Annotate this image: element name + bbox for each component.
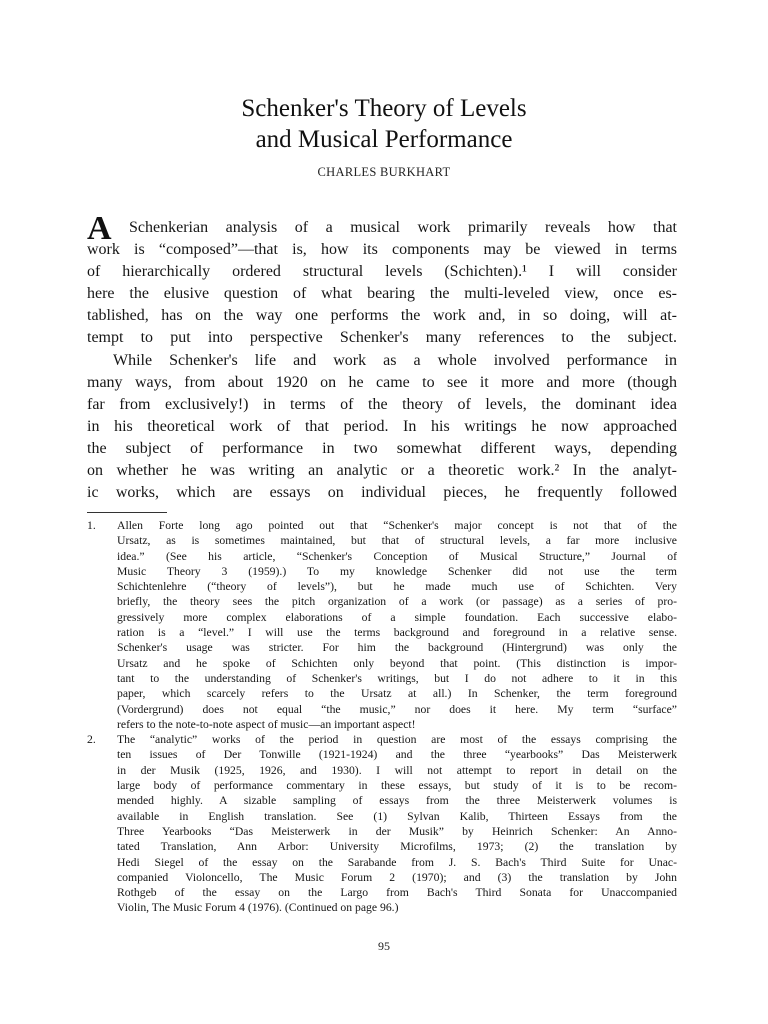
footnote-line: Ursatz, as is sometimes maintained, but that of structural levels, a far more inclusive xyxy=(117,534,677,548)
footnote-line: mended highly. A sizable sampling of essays from the three Meisterwerk volumes is xyxy=(117,794,677,808)
body-line-12: on whether he was writing an analytic or a theoretic work.² In the analyt- xyxy=(87,462,677,480)
footnote-1 xyxy=(87,518,677,732)
footnote-line: in der Musik (1925, 1926, and 1930). I will not attempt to report in detail on the xyxy=(117,763,677,777)
footnote-line: idea.” (See his article, “Schenker's Conception of Musical Structure,” Journal of xyxy=(117,549,677,563)
body-line-3: of hierarchically ordered structural levels (Schichten).¹ I will consider xyxy=(87,263,677,281)
footnote-line: gressively more complex elaborations of a simple foundation. Each successive elabo- xyxy=(117,610,677,624)
footnote-line: (Vordergrund) does not equal “the music,” nor does it here. My term “surface” xyxy=(117,702,677,716)
footnote-line: ration is a “level.” I will use the terms background and foreground in a relative sense. xyxy=(117,626,677,640)
article-title xyxy=(0,93,768,155)
body-line-13: ic works, which are essays on individual pieces, he frequently followed xyxy=(87,484,677,502)
body-line-1: A Schenkerian analysis of a musical work primarily reveals how that xyxy=(87,217,677,239)
body-line-9: far from exclusively!) in terms of the theory of levels, the dominant idea xyxy=(87,395,677,413)
footnote-line: Schichtenlehre (“theory of levels”), but he made much use of Schichten. Very xyxy=(117,580,677,594)
footnote-line: available in English translation. See (1) Sylvan Kalib, Thirteen Essays from the xyxy=(117,809,677,823)
footnote-line: large body of performance commentary in these essays, but study of it is to be recom- xyxy=(117,779,677,793)
footnote-line: tated Translation, Ann Arbor: University Microfilms, 1973; (2) the translation by xyxy=(117,840,677,854)
footnote-line: Violin, The Music Forum 4 (1976). (Continued on page 96.) xyxy=(117,901,399,915)
footnote-line: Schenker's usage was stricter. For him the background (Hintergrund) was only the xyxy=(117,641,677,655)
title-line-2: and Musical Performance xyxy=(255,126,513,153)
drop-cap: A xyxy=(87,217,112,240)
footnote-line: paper, which scarcely refers to the Ursatz at all.) In Schenker, the term foreground xyxy=(117,687,677,701)
footnote-line: Rothgeb of the essay on the Largo from Bach's Third Sonata for Unaccompanied xyxy=(117,886,677,900)
footnote-line: The “analytic” works of the period in question are most of the essays comprising the xyxy=(117,733,677,747)
footnote-line: tant to the understanding of Schenker's writings, but I do not adhere to it in this xyxy=(117,671,677,685)
body-line-4: here the elusive question of what bearing the multi-leveled view, once es- xyxy=(87,285,677,303)
author-name: CHARLES BURKHART xyxy=(317,165,451,179)
body-line-6: tempt to put into perspective Schenker's many references to the subject. xyxy=(87,329,677,347)
footnote-line: Three Yearbooks “Das Meisterwerk in der Musik” by Heinrich Schenker: An Anno- xyxy=(117,824,677,838)
footnote-line: Allen Forte long ago pointed out that “Schenker's major concept is not that of the xyxy=(117,519,677,532)
body-line-8: many ways, from about 1920 on he came to see it more and more (though xyxy=(87,373,677,391)
footnote-line: companied Violoncello, The Music Forum 2 (1970); and (3) the translation by John xyxy=(117,870,677,884)
footnote-separator xyxy=(87,512,167,513)
footnote-number: 1. xyxy=(87,519,96,532)
footnote-line: Ursatz and he spoke of Schichten only beyond that point. (This distinction is impor- xyxy=(117,656,677,670)
body-line-5: tablished, has on the way one performs the work and, in so doing, will at- xyxy=(87,307,677,325)
body-line-2: work is “composed”—that is, how its components may be viewed in terms xyxy=(87,241,677,259)
body-line-10: in his theoretical work of that period. In his writings he now approached xyxy=(87,417,677,435)
footnote-line: refers to the note-to-note aspect of music—an important aspect! xyxy=(117,717,416,731)
footnote-line: briefly, the theory sees the pitch organization of a work (or passage) as a series of pro- xyxy=(117,595,677,609)
page-number: 95 xyxy=(378,939,390,953)
footnotes xyxy=(87,518,677,916)
footnote-line: Music Theory 3 (1959).) To my knowledge Schenker did not use the term xyxy=(117,564,677,578)
footnote-line: Hedi Siegel of the essay on the Sarabande from J. S. Bach's Third Suite for Unac- xyxy=(117,855,677,869)
footnote-2 xyxy=(87,732,677,916)
body-line-7: While Schenker's life and work as a whole involved performance in xyxy=(113,351,677,369)
body-text xyxy=(87,217,677,504)
title-line-1: Schenker's Theory of Levels xyxy=(241,95,527,122)
footnote-number: 2. xyxy=(87,733,96,747)
footnote-line: ten issues of Der Tonwille (1921-1924) and the three “yearbooks” Das Meisterwerk xyxy=(117,748,677,762)
body-line-11: the subject of performance in two somewhat different ways, depending xyxy=(87,439,677,457)
